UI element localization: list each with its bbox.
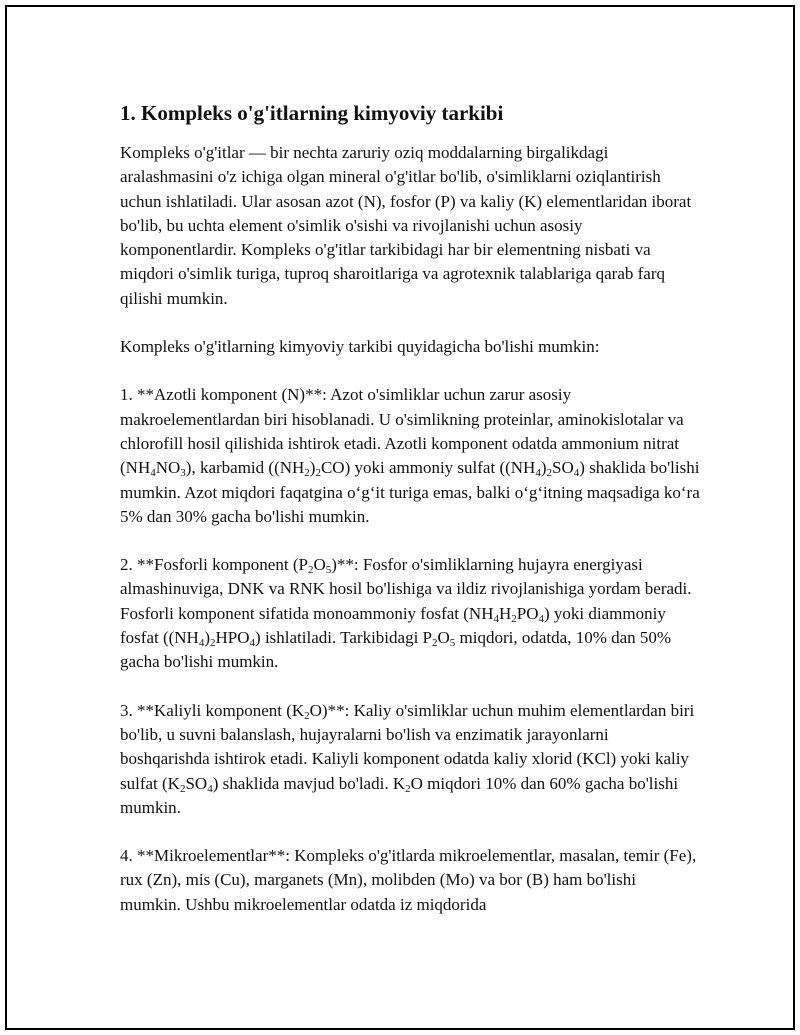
- microelements-paragraph: 4. **Mikroelementlar**: Kompleks o'g'itlarda mikroelementlar, masalan, temir (Fe), rux (Zn), mis (Cu), marganets (Mn), molibden (Mo) va bor (B) ham bo'lishi mumkin. Ushbu mikroelementlar odatda iz miqdorida: [120, 846, 697, 914]
- formula-subscript: 2: [179, 782, 186, 795]
- formula-part: NH: [279, 458, 305, 478]
- potassium-text: ) shaklida mavjud bo'ladi. K: [212, 773, 406, 793]
- document-body: [120, 99, 700, 941]
- formula-subscript: 4: [493, 612, 499, 625]
- nitrogen-text: ) shaklida bo'lishi mumkin. Azot miqdori faqatgina o‘g‘it turiga emas, balki o‘g‘itning maqsadiga ko‘ra 5% dan 30% gacha bo'lishi mumkin.: [120, 458, 700, 526]
- formula-part: NO: [155, 458, 181, 478]
- potassium-component-paragraph: [120, 699, 700, 820]
- formula-subscript: 4: [573, 467, 580, 480]
- phosphorus-text: )**: Fosfor o'simliklarning hujayra energiyasi almashinuviga, DNK va RNK hosil bo'lishiga va ildiz rivojlanishiga yordam beradi. Fosforli komponent sifatida monoammoniy fosfat (NH: [120, 555, 692, 623]
- formula-part: ): [309, 458, 316, 478]
- formula-part: ): [204, 628, 211, 648]
- formula-subscript: 2: [307, 564, 314, 577]
- potassium-text: 3. **Kaliyli komponent (K: [120, 700, 305, 720]
- phosphorus-text: ) ishlatiladi. Tarkibidagi P: [255, 628, 433, 648]
- formula-subscript: 3: [180, 467, 186, 480]
- formula-subscript: 5: [325, 564, 332, 577]
- formula-subscript: 2: [405, 782, 411, 795]
- nitrogen-component-paragraph: [120, 383, 700, 529]
- formula-subscript: 4: [538, 612, 544, 625]
- intro-paragraph: Kompleks o'g'itlar — bir nechta zaruriy oziq moddalarning birgalikdagi aralashmasini o'z ichiga olgan mineral o'g'itlar bo'lib, o'simliklarni oziqlantirish uchun ishlatiladi. Ular asosan azot (N), fosfor (P) va kaliy (K) elementlaridan iborat bo'lib, bu uchta element o'simlik o'sishi va rivojlanishi uchun asosiy komponentlardir. Kompleks o'g'itlar tarkibidagi har bir elementning nisbati va miqdori o'simlik turiga, tuproq sharoitlariga va agrotexnik talablariga qarab farq qilishi mumkin.: [120, 143, 692, 308]
- nitrogen-text: 1. **Azotli komponent (N)**: Azot o'simliklar uchun zarur asosiy makroelementlardan biri hisoblanadi. U o'simlikning proteinlar, aminokislotalar va chlorofill hosil qilishida ishtirok etadi. Azotli komponent odatda ammonium nitrat (: [120, 385, 684, 478]
- phosphorus-text: miqdori, odatda, 10% dan 50% gacha bo'lishi mumkin.: [120, 628, 672, 672]
- formula-subscript: 2: [210, 637, 216, 650]
- formula-subscript: 4: [207, 782, 213, 795]
- phosphorus-text: 2. **Fosforli komponent (P: [120, 555, 308, 575]
- nitrogen-text: ), karbamid ((: [185, 458, 280, 478]
- formula-part: O: [313, 555, 326, 575]
- formula-part: O: [437, 628, 450, 648]
- phosphorus-component-paragraph: [120, 553, 700, 674]
- formula-subscript: 2: [546, 467, 553, 480]
- formula-part: HPO: [215, 628, 250, 648]
- formula-part: PO: [516, 603, 539, 623]
- lead-paragraph: Kompleks o'g'itlarning kimyoviy tarkibi quyidagicha bo'lishi mumkin:: [120, 337, 600, 357]
- formula-part: SO: [185, 773, 208, 793]
- formula-subscript: 2: [315, 467, 321, 480]
- formula-subscript: 4: [249, 637, 256, 650]
- nitrogen-text: CO) yoki ammoniy sulfat ((: [320, 458, 511, 478]
- phosphorus-text: ) yoki diammoniy fosfat ((NH: [120, 603, 666, 648]
- formula-subscript: 2: [304, 709, 310, 722]
- formula-subscript: 5: [449, 637, 456, 650]
- formula-subscript: 4: [535, 467, 541, 480]
- formula-part: NH: [510, 458, 536, 478]
- potassium-text: O)**: Kaliy o'simliklar uchun muhim elementlardan biri bo'lib, u suvni balanslash, hujayralarni bo'lish va enzimatik jarayonlarni boshqarishda ishtirok etadi. Kaliyli komponent odatda kaliy xlorid (KCl) yoki kaliy sulfat (K: [120, 700, 695, 793]
- formula-part: ): [540, 458, 547, 478]
- formula-subscript: 4: [150, 467, 156, 480]
- formula-subscript: 2: [432, 637, 438, 650]
- potassium-text: O miqdori 10% dan 60% gacha bo'lishi mumkin.: [120, 773, 679, 817]
- formula-subscript: 2: [511, 612, 517, 625]
- formula-part: SO: [552, 458, 574, 478]
- formula-subscript: 2: [304, 467, 310, 480]
- formula-part: H: [498, 603, 512, 623]
- formula-part: NH: [125, 458, 151, 478]
- section-heading: 1. Kompleks o'g'itlarning kimyoviy tarkibi: [120, 101, 504, 125]
- page-frame: [5, 5, 795, 1030]
- formula-subscript: 4: [198, 637, 205, 650]
